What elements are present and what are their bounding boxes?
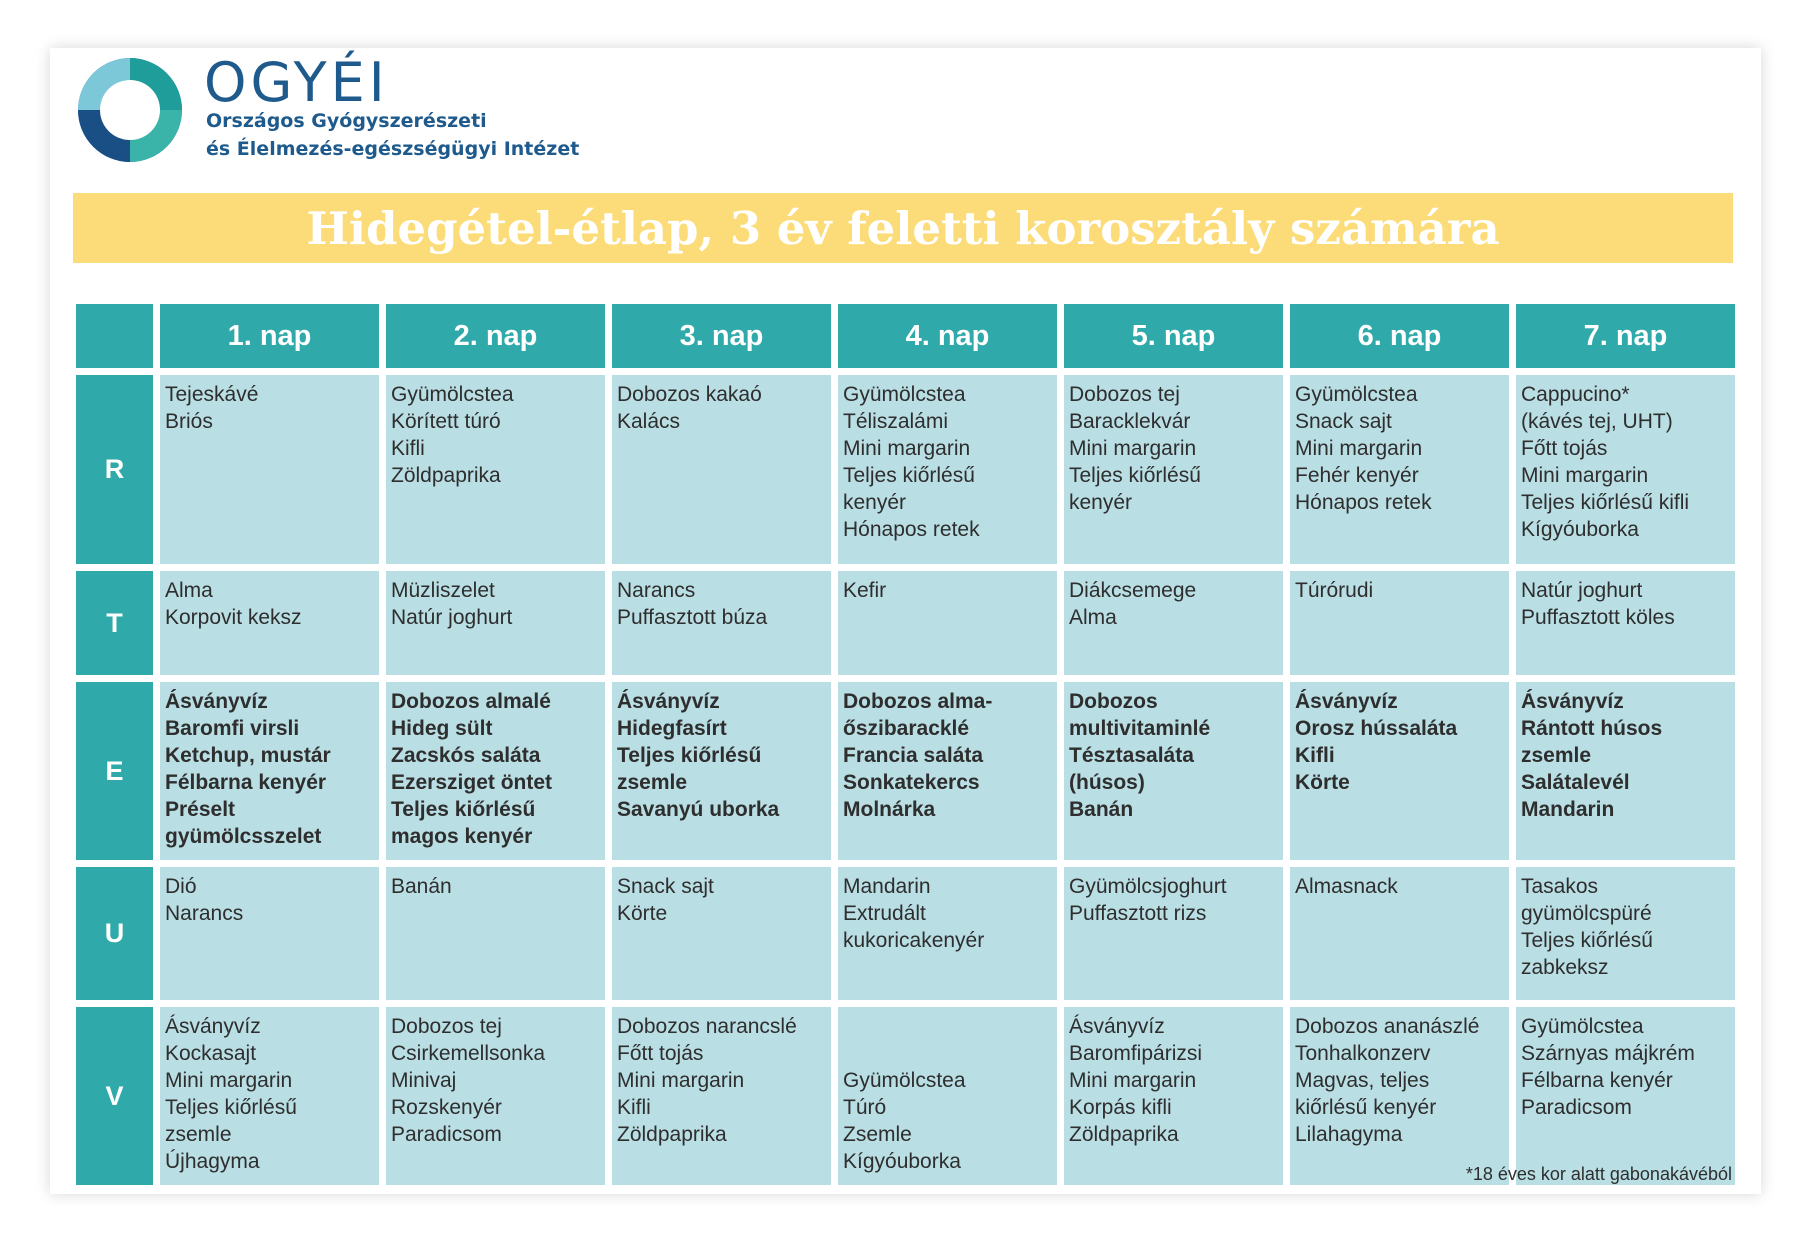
menu-cell [386, 571, 605, 675]
day-header [1290, 304, 1509, 368]
menu-item: Diákcsemege [1069, 579, 1197, 602]
menu-cell [386, 867, 605, 1000]
menu-item: Ásványvíz [165, 690, 268, 713]
menu-cell [1516, 375, 1735, 564]
menu-item: Gyümölcsjoghurt [1069, 875, 1227, 898]
menu-cell [160, 571, 379, 675]
menu-item: Körte [617, 902, 668, 925]
menu-item: Banán [1069, 798, 1134, 821]
menu-item: Túró [843, 1096, 887, 1119]
menu-item: Kefir [843, 579, 887, 602]
meal-label-cell [76, 375, 153, 564]
menu-cell [612, 375, 831, 564]
meal-label-cell [76, 1007, 153, 1185]
menu-item: Teljes kiőrlésű [617, 744, 762, 767]
menu-item: Extrudált [843, 902, 926, 925]
menu-item: zsemle [1521, 744, 1592, 767]
menu-cell [612, 1007, 831, 1185]
footnote: *18 éves kor alatt gabonakávéból [1465, 1164, 1732, 1184]
day-label: 7. nap [1583, 319, 1668, 352]
menu-item: Gyümölcstea [391, 383, 514, 406]
menu-item: Ezersziget öntet [391, 771, 553, 794]
menu-cell [1516, 867, 1735, 1000]
day-header [612, 304, 831, 368]
meal-label-cell [76, 571, 153, 675]
menu-cell [1516, 682, 1735, 860]
org-name-line-2: és Élelmezés-egészségügyi Intézet [206, 138, 580, 160]
menu-item: Zöldpaprika [617, 1123, 727, 1146]
menu-item: Teljes kiőrlésű kifli [1521, 491, 1690, 514]
day-label: 4. nap [905, 319, 990, 352]
menu-item: Kockasajt [165, 1042, 257, 1065]
menu-item: Mini margarin [165, 1069, 293, 1092]
menu-cell [1290, 375, 1509, 564]
menu-item: Félbarna kenyér [165, 771, 327, 794]
menu-item: őszibaracklé [843, 717, 970, 740]
menu-item: Puffasztott rizs [1069, 902, 1207, 925]
menu-cell [1064, 1007, 1283, 1185]
ogyei-logo-icon [75, 55, 185, 165]
menu-cell [838, 571, 1057, 675]
menu-cell [160, 1007, 379, 1185]
menu-cell [838, 1007, 1057, 1185]
menu-cell [1290, 682, 1509, 860]
menu-cell [1064, 682, 1283, 860]
meal-label-cell [76, 867, 153, 1000]
menu-item: Gyümölcstea [843, 1069, 966, 1092]
menu-item: Paradicsom [391, 1123, 502, 1146]
menu-item: Főtt tojás [1521, 437, 1608, 460]
menu-cell [838, 375, 1057, 564]
menu-item: Teljes kiőrlésű [1069, 464, 1201, 487]
menu-item: Mini margarin [843, 437, 971, 460]
org-name: OGYÉI [204, 51, 389, 114]
menu-item: Mini margarin [1069, 1069, 1197, 1092]
menu-cell [612, 682, 831, 860]
day-label: 6. nap [1357, 319, 1442, 352]
menu-item: Ásványvíz [617, 690, 720, 713]
day-header [386, 304, 605, 368]
menu-cell [1290, 571, 1509, 675]
menu-item: Teljes kiőrlésű [165, 1096, 297, 1119]
menu-item: zabkeksz [1521, 956, 1609, 979]
menu-item: Snack sajt [1295, 410, 1392, 433]
menu-item: Szárnyas májkrém [1521, 1042, 1695, 1065]
menu-item: Snack sajt [617, 875, 714, 898]
menu-item: Paradicsom [1521, 1096, 1632, 1119]
menu-item: Briós [165, 410, 213, 433]
menu-item: kukoricakenyér [843, 929, 985, 952]
meal-letter: V [105, 1080, 124, 1111]
menu-item: Kígyóuborka [1521, 518, 1639, 541]
menu-item: Zacskós saláta [391, 744, 541, 767]
menu-item: Narancs [165, 902, 244, 925]
menu-item: Hidegfasírt [617, 717, 727, 740]
menu-item: Natúr joghurt [1521, 579, 1643, 602]
menu-item: magos kenyér [391, 825, 533, 848]
menu-item: kiőrlésű kenyér [1295, 1096, 1437, 1119]
menu-item: Teljes kiőrlésű [1521, 929, 1653, 952]
menu-item: Mini margarin [1069, 437, 1197, 460]
menu-item: Mini margarin [617, 1069, 745, 1092]
menu-item: zsemle [617, 771, 688, 794]
menu-item: Alma [1069, 606, 1117, 629]
menu-item: Hónapos retek [1295, 491, 1432, 514]
menu-item: zsemle [165, 1123, 232, 1146]
org-name-line-1: Országos Gyógyszerészeti [206, 110, 487, 132]
menu-item: Alma [165, 579, 213, 602]
day-label: 5. nap [1131, 319, 1216, 352]
menu-item: Cappucino* [1521, 383, 1630, 406]
meal-letter: E [105, 755, 124, 786]
day-label: 3. nap [679, 319, 764, 352]
title-bar [73, 193, 1733, 263]
menu-item: Magvas, teljes [1295, 1069, 1430, 1092]
menu-item: Korpás kifli [1069, 1096, 1172, 1119]
day-header [1064, 304, 1283, 368]
menu-item: Kifli [391, 437, 425, 460]
menu-item: Zsemle [843, 1123, 912, 1146]
page-title: Hidegétel-étlap, 3 év feletti korosztály számára [306, 201, 1500, 255]
menu-item: Baromfi virsli [165, 717, 300, 740]
menu-item: gyümölcsszelet [165, 825, 322, 848]
menu-cell [1290, 867, 1509, 1000]
menu-item: Hideg sült [391, 717, 493, 740]
menu-cell [160, 375, 379, 564]
menu-item: Teljes kiőrlésű [391, 798, 536, 821]
menu-item: kenyér [1069, 491, 1133, 514]
menu-item: Sonkatekercs [843, 771, 980, 794]
menu-item: Zöldpaprika [1069, 1123, 1179, 1146]
menu-cell [386, 682, 605, 860]
menu-item: (húsos) [1069, 771, 1145, 794]
menu-item: Kígyóuborka [843, 1150, 961, 1173]
menu-item: Dobozos [1069, 690, 1158, 713]
menu-item: Tasakos [1521, 875, 1599, 898]
day-label: 2. nap [453, 319, 538, 352]
menu-item: Ásványvíz [1521, 690, 1624, 713]
menu-cell [612, 571, 831, 675]
menu-item: Müzliszelet [391, 579, 495, 602]
menu-cell [386, 375, 605, 564]
menu-item: Dobozos almalé [391, 690, 551, 713]
menu-item: Félbarna kenyér [1521, 1069, 1673, 1092]
day-header [838, 304, 1057, 368]
menu-cell [1064, 867, 1283, 1000]
menu-item: Kalács [617, 410, 681, 433]
menu-item: Baromfipárizsi [1069, 1042, 1203, 1065]
menu-item: Tésztasaláta [1069, 744, 1194, 767]
menu-cell [1516, 1007, 1735, 1185]
menu-cell [1064, 571, 1283, 675]
menu-item: Préselt [165, 798, 236, 821]
day-header [160, 304, 379, 368]
menu-item: Baracklekvár [1069, 410, 1191, 433]
menu-cell [386, 1007, 605, 1185]
menu-item: Kifli [617, 1096, 651, 1119]
menu-item: Banán [391, 875, 452, 898]
menu-item: Dobozos alma- [843, 690, 993, 713]
menu-item: Tonhalkonzerv [1295, 1042, 1431, 1065]
menu-table [76, 304, 1735, 1185]
corner-cell [76, 304, 153, 368]
menu-item: Minivaj [391, 1069, 457, 1092]
menu-item: Körített túró [391, 410, 501, 433]
menu-item: kenyér [843, 491, 907, 514]
menu-item: Dobozos tej [391, 1015, 502, 1038]
meal-letter: T [106, 607, 123, 638]
menu-item: Csirkemellsonka [391, 1042, 546, 1065]
day-label: 1. nap [227, 319, 312, 352]
meal-letter: R [104, 454, 125, 484]
menu-item: Francia saláta [843, 744, 984, 767]
menu-item: Körte [1295, 771, 1350, 794]
menu-item: multivitaminlé [1069, 717, 1211, 740]
menu-cell [1290, 1007, 1509, 1185]
menu-item: Puffasztott köles [1521, 606, 1675, 629]
menu-item: Zöldpaprika [391, 464, 501, 487]
menu-item: Ásványvíz [1069, 1015, 1165, 1038]
menu-cell [1516, 571, 1735, 675]
menu-item: Ásványvíz [1295, 690, 1398, 713]
menu-item: Gyümölcstea [843, 383, 966, 406]
menu-item: Salátalevél [1521, 771, 1630, 794]
menu-item: Puffasztott búza [617, 606, 768, 629]
menu-item: Mandarin [1521, 798, 1615, 821]
menu-item: Túrórudi [1295, 579, 1374, 602]
menu-item: Dió [165, 875, 197, 898]
menu-item: Gyümölcstea [1521, 1015, 1644, 1038]
menu-item: Natúr joghurt [391, 606, 513, 629]
menu-item: (kávés tej, UHT) [1521, 410, 1673, 433]
menu-cell [838, 682, 1057, 860]
menu-item: Molnárka [843, 798, 936, 821]
menu-cell [160, 682, 379, 860]
menu-item: Gyümölcstea [1295, 383, 1418, 406]
menu-item: Lilahagyma [1295, 1123, 1403, 1146]
menu-item: Savanyú uborka [617, 798, 780, 821]
day-header [1516, 304, 1735, 368]
menu-item: Hónapos retek [843, 518, 980, 541]
menu-item: Narancs [617, 579, 696, 602]
meal-letter: U [104, 918, 125, 948]
menu-item: Korpovit keksz [165, 606, 302, 629]
menu-item: Mini margarin [1295, 437, 1423, 460]
menu-item: Újhagyma [165, 1150, 260, 1173]
menu-item: Dobozos kakaó [617, 383, 762, 406]
menu-cell [838, 867, 1057, 1000]
menu-item: Főtt tojás [617, 1042, 704, 1065]
menu-item: gyümölcspüré [1521, 902, 1652, 925]
menu-item: Mini margarin [1521, 464, 1649, 487]
meal-label-cell [76, 682, 153, 860]
menu-cell [612, 867, 831, 1000]
menu-item: Teljes kiőrlésű [843, 464, 975, 487]
menu-item: Dobozos ananászlé [1295, 1015, 1480, 1038]
menu-item: Téliszalámi [843, 410, 949, 433]
menu-item: Dobozos narancslé [617, 1015, 797, 1038]
menu-item: Rozskenyér [391, 1096, 502, 1119]
menu-item: Mandarin [843, 875, 931, 898]
menu-item: Fehér kenyér [1295, 464, 1419, 487]
menu-item: Almasnack [1295, 875, 1398, 898]
menu-item: Orosz hússaláta [1295, 717, 1458, 740]
menu-cell [160, 867, 379, 1000]
menu-item: Tejeskávé [165, 383, 259, 406]
menu-item: Dobozos tej [1069, 383, 1180, 406]
menu-cell [1064, 375, 1283, 564]
menu-item: Ásványvíz [165, 1015, 261, 1038]
menu-item: Kifli [1295, 744, 1335, 767]
menu-item: Ketchup, mustár [165, 744, 331, 767]
menu-item: Rántott húsos [1521, 717, 1663, 740]
